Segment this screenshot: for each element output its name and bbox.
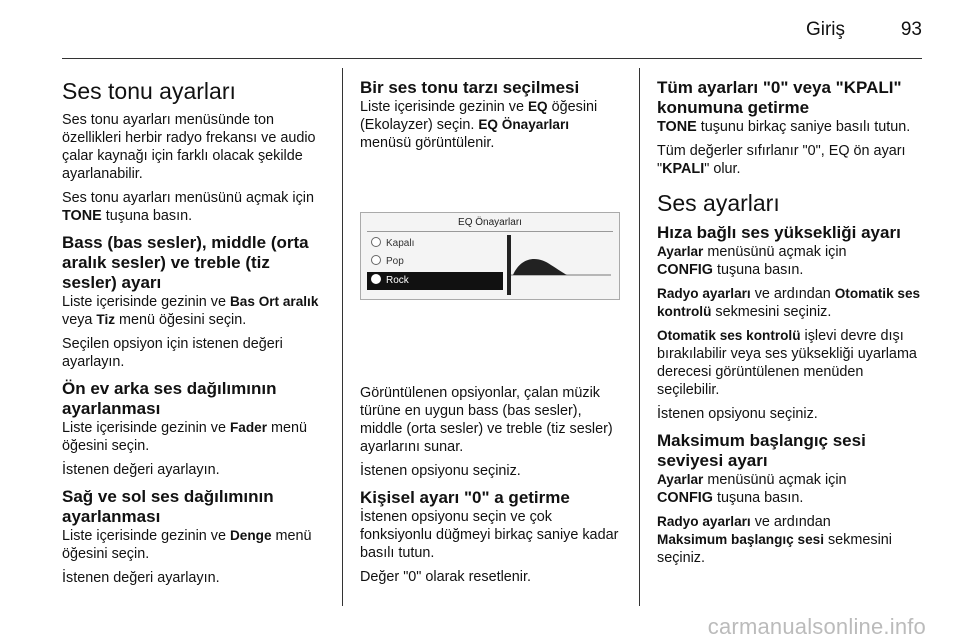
radio-icon xyxy=(371,237,381,247)
screen-title-rule xyxy=(367,231,613,232)
menu-item-label: Radyo ayarları xyxy=(657,514,751,529)
menu-item-label: Bas Ort aralık xyxy=(229,294,319,309)
subsection-title: Hıza bağlı ses yüksekliği ayarı xyxy=(657,223,901,242)
paragraph: Liste içerisinde gezinin ve Fader menü öğesini seçin. xyxy=(62,420,308,454)
column-divider-1 xyxy=(342,68,343,606)
eq-option-rock[interactable]: Rock xyxy=(367,272,503,290)
subsection-title: Ön ev arka ses dağılımının ayarlanması xyxy=(62,379,277,418)
subsection-title: Kişisel ayarı "0" a getirme xyxy=(360,488,570,507)
paragraph: Ses tonu ayarları menüsünde ton özellikleri herbir radyo frekansı ve audio çalar kaynağı için farklı olacak şekilde ayarlanabilir. xyxy=(62,112,316,182)
key-label: TONE xyxy=(62,208,102,224)
paragraph: Tüm değerler sıfırlanır "0", EQ ön ayarı "KPALI" olur. xyxy=(657,143,906,177)
paragraph: TONE tuşunu birkaç saniye basılı tutun. xyxy=(657,119,911,135)
column-3 xyxy=(657,68,925,573)
eq-option-pop[interactable]: Pop xyxy=(367,253,503,271)
section-title-tone: Ses tonu ayarları xyxy=(62,78,236,104)
header-rule xyxy=(62,58,922,59)
paragraph: İstenen opsiyonu seçiniz. xyxy=(360,463,521,479)
page-header xyxy=(0,0,960,58)
eq-presets-figure xyxy=(360,164,622,374)
eq-presets-screen xyxy=(360,212,620,300)
paragraph: Ayarlar menüsünü açmak için CONFIG tuşuna basın. xyxy=(657,244,847,278)
paragraph: İstenen değeri ayarlayın. xyxy=(62,462,220,478)
paragraph: Radyo ayarları ve ardından Maksimum başlangıç sesi sekmesini seçiniz. xyxy=(657,514,892,566)
watermark-text: carmanualsonline.info xyxy=(707,614,926,639)
subsection-title: Bass (bas sesler), middle (orta aralık sesler) ve treble (tiz sesler) ayarı xyxy=(62,233,309,292)
menu-item-label: Denge xyxy=(229,528,272,543)
paragraph: Görüntülenen opsiyonlar, çalan müzik türüne en uygun bass (bas sesler), middle (orta sesler) ve treble (tiz sesler) ayarlarını sunar. xyxy=(360,385,613,455)
paragraph: Otomatik ses kontrolü işlevi devre dışı bırakılabilir veya ses yüksekliği uyarlama derecesi görüntülenen menüden seçilebilir. xyxy=(657,328,917,398)
menu-item-label: Tiz xyxy=(96,312,116,327)
column-divider-2 xyxy=(639,68,640,606)
radio-icon xyxy=(371,255,381,265)
menu-item-label: EQ Önayarları xyxy=(478,117,570,132)
header-title: Giriş xyxy=(805,19,845,40)
key-label: CONFIG xyxy=(657,490,713,506)
eq-curve-graphic xyxy=(507,235,611,295)
paragraph: Radyo ayarları ve ardından Otomatik ses kontrolü sekmesini seçiniz. xyxy=(657,286,921,320)
subsection-title: Bir ses tonu tarzı seçilmesi xyxy=(360,78,580,97)
eq-option-kapali[interactable]: Kapalı xyxy=(367,235,503,253)
menu-item-label: Maksimum başlangıç sesi xyxy=(657,532,824,547)
key-label: TONE xyxy=(657,119,697,135)
value-label: KPALI xyxy=(662,161,705,177)
menu-item-label: Otomatik ses kontrolü xyxy=(657,328,801,343)
page-number: 93 xyxy=(900,19,922,40)
menu-item-label: Radyo ayarları xyxy=(657,286,751,301)
menu-item-label: Otomatik ses kontrolü xyxy=(657,286,921,319)
subsection-title: Sağ ve sol ses dağılımının ayarlanması xyxy=(62,487,274,526)
menu-item-label: Fader xyxy=(229,420,268,435)
menu-item-label: EQ xyxy=(527,99,548,114)
column-1 xyxy=(62,68,324,593)
paragraph: Seçilen opsiyon için istenen değeri ayarlayın. xyxy=(62,336,283,370)
menu-item-label: Ayarlar xyxy=(657,244,704,259)
radio-selected-icon xyxy=(371,274,381,284)
paragraph: Değer "0" olarak resetlenir. xyxy=(360,569,531,585)
paragraph: İstenen değeri ayarlayın. xyxy=(62,570,220,586)
menu-item-label: Ayarlar xyxy=(657,472,704,487)
paragraph: Liste içerisinde gezinin ve Denge menü öğesini seçin. xyxy=(62,528,312,562)
subsection-title: Maksimum başlangıç sesi seviyesi ayarı xyxy=(657,431,866,470)
section-title-sound: Ses ayarları xyxy=(657,190,780,216)
paragraph: Ayarlar menüsünü açmak için CONFIG tuşuna basın. xyxy=(657,472,847,506)
paragraph: Liste içerisinde gezinin ve EQ öğesini (Ekolayzer) seçin. EQ Önayarları menüsü görüntülenir. xyxy=(360,99,598,151)
paragraph: İstenen opsiyonu seçiniz. xyxy=(657,406,818,422)
paragraph: Liste içerisinde gezinin ve Bas Ort aralık veya Tiz menü öğesini seçin. xyxy=(62,294,319,328)
subsection-title: Tüm ayarları "0" veya "KPALI" konumuna getirme xyxy=(657,78,902,117)
paragraph: İstenen opsiyonu seçin ve çok fonksiyonlu düğmeyi birkaç saniye kadar basılı tutun. xyxy=(360,509,619,561)
screen-title: EQ Önayarları xyxy=(458,217,522,228)
column-2 xyxy=(360,68,622,592)
key-label: CONFIG xyxy=(657,262,713,278)
paragraph: Ses tonu ayarları menüsünü açmak için TONE tuşuna basın. xyxy=(62,190,314,224)
